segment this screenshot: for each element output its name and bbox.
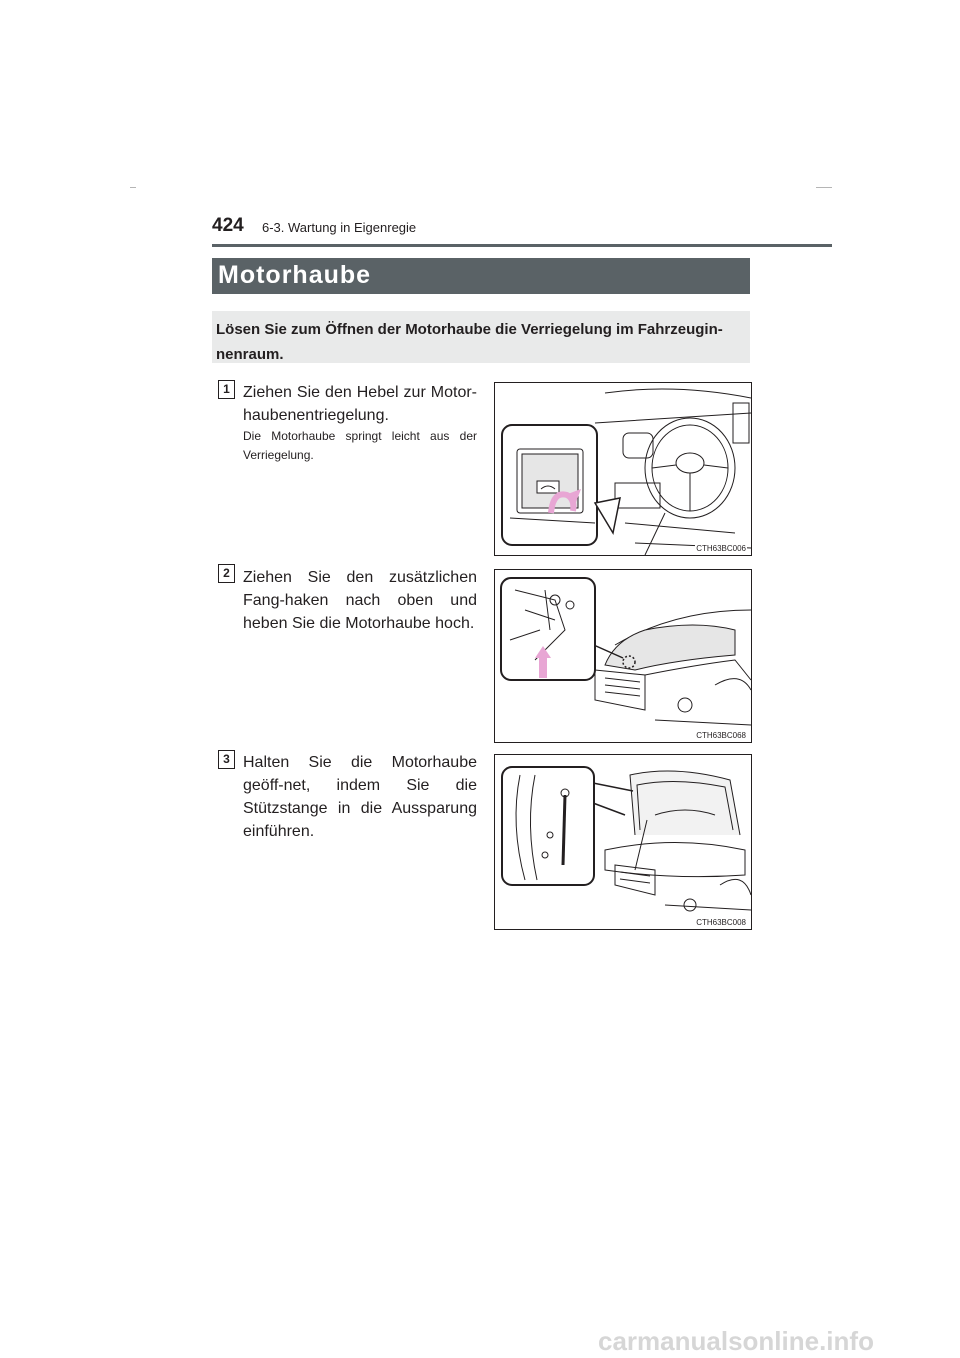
page-title: Motorhaube bbox=[218, 261, 372, 289]
step-number-1: 1 bbox=[218, 380, 235, 399]
crop-mark-left bbox=[130, 187, 136, 188]
hood-release-illustration bbox=[495, 383, 751, 555]
step-2-text: Ziehen Sie den zusätzlichen Fang-haken nach oben und heben Sie die Motorhaube hoch. bbox=[243, 569, 477, 632]
intro-text: Lösen Sie zum Öffnen der Motorhaube die Verriegelung im Fahrzeugin-nenraum. bbox=[216, 321, 723, 363]
figure-auxiliary-catch bbox=[494, 569, 752, 743]
step-3-text: Halten Sie die Motorhaube geöff-net, indem Sie die Stützstange in die Aussparung einführen. bbox=[243, 754, 477, 840]
step-number-2: 2 bbox=[218, 564, 235, 583]
title-bar bbox=[212, 258, 750, 294]
support-rod-illustration bbox=[495, 755, 751, 929]
figure-support-rod bbox=[494, 754, 752, 930]
step-number-3: 3 bbox=[218, 750, 235, 769]
step-1-note: Die Motorhaube springt leicht aus der Verriegelung. bbox=[243, 429, 477, 462]
figure-3-code: CTH63BC008 bbox=[696, 918, 746, 927]
auxiliary-catch-illustration bbox=[495, 570, 751, 742]
figure-1-code: CTH63BC006 bbox=[696, 544, 746, 553]
svg-text:carmanualsonline.info: carmanualsonline.info bbox=[598, 1326, 874, 1356]
step-1-text: Ziehen Sie den Hebel zur Motor-haubenentriegelung. bbox=[243, 384, 477, 424]
section-title: 6-3. Wartung in Eigenregie bbox=[262, 220, 417, 235]
watermark-logo bbox=[596, 1326, 958, 1356]
header-rule bbox=[212, 244, 832, 247]
crop-mark-right bbox=[816, 187, 832, 188]
watermark-logo-graphic bbox=[596, 1326, 958, 1356]
figure-hood-release-lever bbox=[494, 382, 752, 556]
figure-2-code: CTH63BC068 bbox=[696, 731, 746, 740]
page-number: 424 bbox=[212, 215, 244, 236]
intro-box bbox=[212, 311, 750, 363]
